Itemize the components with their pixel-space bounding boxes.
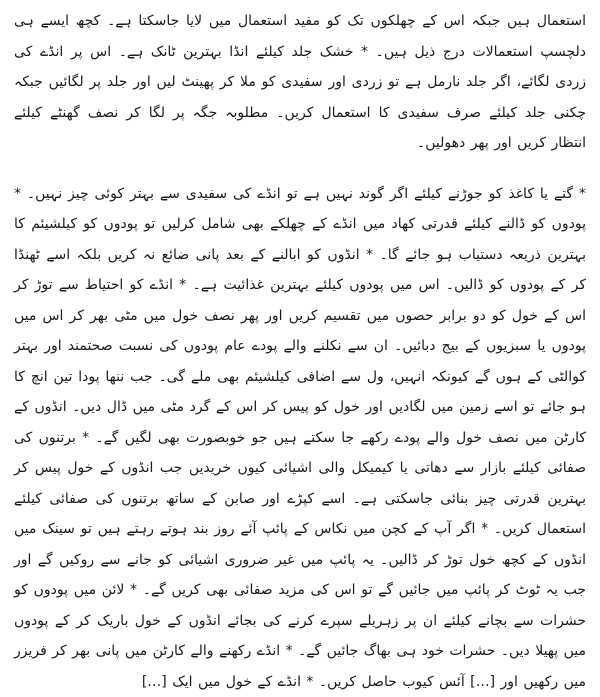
paragraph-divider <box>14 159 586 179</box>
paragraph-household-uses: * گتے یا کاغذ کو جوڑنے کیلئے اگر گوند نہیں ہے تو انڈے کی سفیدی سے بہتر کوئی چیز نہیں۔ * پودوں کو ڈالنے کیلئے قدرتی کھاد میں انڈے کے چھلکے بھی شامل کرلیں تو پودوں کو کیلشیئم کا بہترین ذریعہ دستیاب ہو جائے گا۔ * انڈوں کو ابالنے کے بعد پانی ضائع نہ کریں بلکہ اسے ٹھنڈا کر کے پودوں کو ڈالیں۔ اس میں پودوں کیلئے بہترین غذائیت ہے۔ * انڈے کو احتیاط سے توڑ کر اس کے خول کو دو برابر حصوں میں تقسیم کریں اور پھر نصف خول میں مٹی بھر کر اس میں پودوں یا سبزیوں کے بیج دبائیں۔ ان سے نکلنے والے پودے عام پودوں کی نسبت صحتمند اور بہتر کوالٹی کے ہوں گے کیونکہ انہیں، ول سے اضافی کیلشیئم بھی ملے گی۔ جب ننھا پودا تین انچ کا ہو جائے تو اسے زمین میں لگادیں اور خول کو پیس کر اس کے گرد مٹی میں ڈال دیں۔ انڈوں کے کارٹن میں نصف خول والے پودے رکھے جا سکتے ہیں جو خوبصورت بھی لگیں گے۔ * برتنوں کی صفائی کیلئے بازار سے دھاتی یا کیمیکل والی اشیائی کیوں خریدیں جب انڈوں کے خول پیس کر بہترین قدرتی چیز بنائی جاسکتی ہے۔ اسے کپڑے اور صابن کے ساتھ برتنوں کی صفائی کیلئے استعمال کریں۔ * اگر آپ کے کچن میں نکاس کے پائپ آئے روز بند ہوتے رہتے ہیں تو سینک میں انڈوں کے کچھ خول توڑ کر ڈالیں۔ یہ پائپ میں غیر ضروری اشیائی کو جانے سے روکیں گے اور جب یہ ٹوٹ کر پائپ میں جائیں گے تو اس کی مزید صفائی بھی کریں گے۔ * لائن میں پودوں کو حشرات سے بچانے کیلئے ان پر زہریلے سپرے کرنے کی بجائے انڈوں کے خول باریک کر کے پودوں میں پھیلا دیں۔ حشرات خود ہی بھاگ جائیں گے۔ * انڈے رکھنے والے کارٹن میں پانی بھر کر فریزر میں رکھیں اور […] آئس کیوب حاصل کریں۔ * انڈے کے خول میں ایک […] <box>14 179 586 697</box>
paragraph-skin-care-uses: استعمال ہیں جبکہ اس کے چھلکوں تک کو مفید استعمال میں لایا جاسکتا ہے۔ کچھ ایسے ہی دلچسپ استعمالات درج ذیل ہیں۔ * خشک جلد کیلئے انڈا بہترین ٹانک ہے۔ اس پر انڈے کی زردی لگائے، اگر جلد نارمل ہے تو زردی اور سفیدی کو ملا کر پھینٹ لیں اور جلد پر لگائیں جبکہ چکنی جلد کیلئے صرف سفیدی کا استعمال کریں۔ مطلوبہ جگہ پر لگا کر نصف گھنٹے کیلئے انتظار کریں اور پھر دھولیں۔ <box>14 6 586 159</box>
